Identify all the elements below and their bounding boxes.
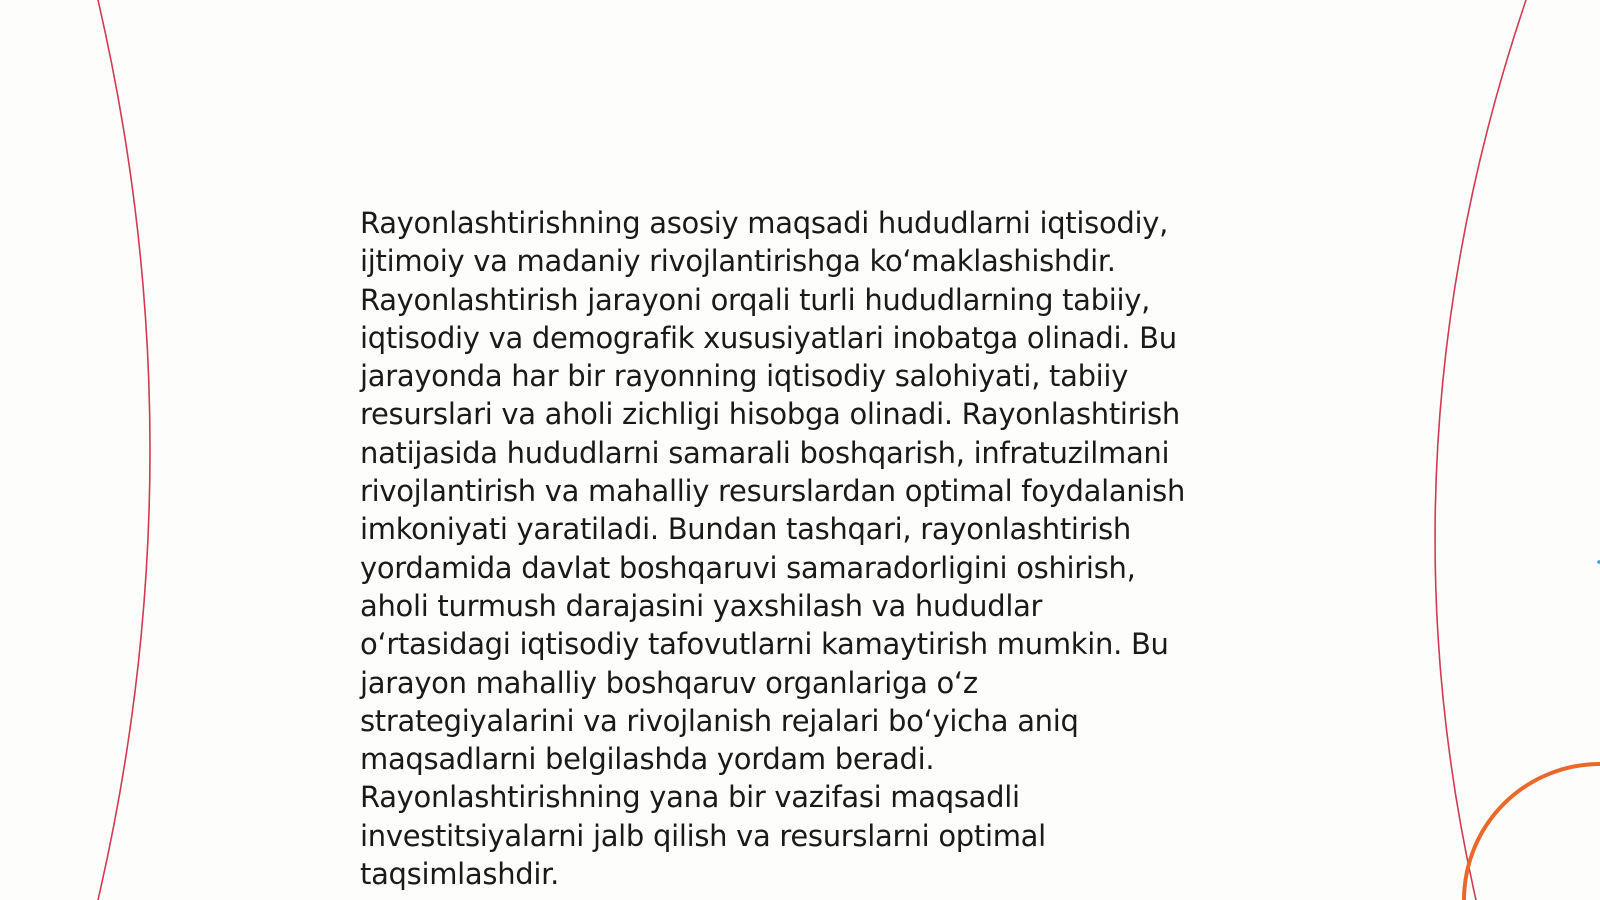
slide-body-text: Rayonlashtirishning asosiy maqsadi hududlarni iqtisodiy, ijtimoiy va madaniy rivojlantirishga ko‘maklashishdir. Rayonlashtirish jarayoni orqali turli hududlarning tabiiy, iqtisodiy va demografik xususiyatlari inobatga olinadi. Bu jarayonda har bir rayonning iqtisodiy salohiyati, tabiiy resurslari va aholi zichligi hisobga olinadi. Rayonlashtirish natijasida hududlarni samarali boshqarish, infratuzilmani rivojlantirish va mahalliy resurslardan optimal foydalanish imkoniyati yaratiladi. Bundan tashqari, rayonlashtirish yordamida davlat boshqaruvi samaradorligini oshirish, aholi turmush darajasini yaxshilash va hududlar o‘rtasidagi iqtisodiy tafovutlarni kamaytirish mumkin. Bu jarayon mahalliy boshqaruv organlariga o‘z strategiyalarini va rivojlanish rejalari bo‘yicha aniq maqsadlarni belgilashda yordam beradi. Rayonlashtirishning yana bir vazifasi maqsadli investitsiyalarni jalb qilish va resurslarni optimal taqsimlashdir. [360,206,1186,892]
left-arc-line [98,0,150,900]
right-arc-line [1435,0,1526,900]
orange-accent-circle [1464,764,1600,900]
